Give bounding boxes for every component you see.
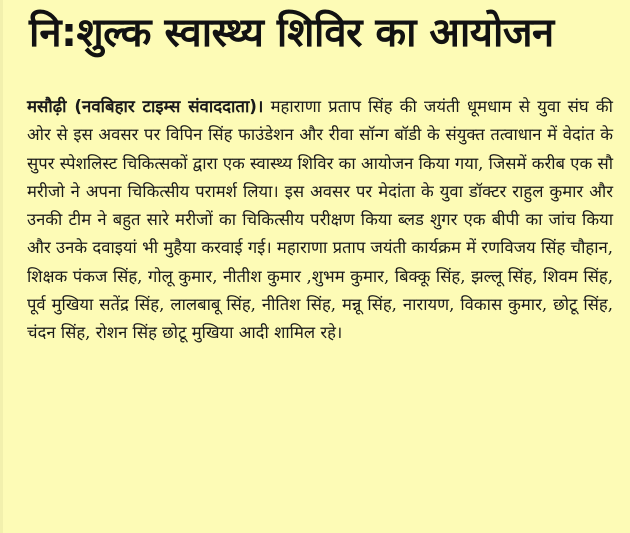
headline: नि:शुल्क स्वास्थ्य शिविर का आयोजन [29, 10, 554, 56]
dateline: मसौढ़ी (नवबिहार टाइम्स संवाददाता)। [27, 96, 264, 116]
article-text: महाराणा प्रताप सिंह की जयंती धूमधाम से युवा संघ की ओर से इस अवसर पर विपिन सिंह फाउंडेशन और रीवा सॉन्ग बॉडी के संयुक्त तत्वाधान में वेदांत के सुपर स्पेशलिस्ट चिकित्सकों द्वारा एक स्वास्थ्य शिविर का आयोजन किया गया, जिसमें करीब एक सौ मरीजो ने अपना चिकित्सीय परामर्श लिया। इस अवसर पर मेदांता के युवा डॉक्टर राहुल कुमार और उनकी टीम ने बहुत सारे मरीजों का चिकित्सीय परीक्षण किया ब्लड शुगर एक बीपी का जांच किया और उनके दवाइयां भी मुहैया करवाई गई। महाराणा प्रताप जयंती कार्यक्रम में रणविजय सिंह चौहान, शिक्षक पंकज सिंह, गोलू कुमार, नीतीश कुमार ,शुभम कुमार, बिक्कू सिंह, झल्लू सिंह, शिवम सिंह, पूर्व मुखिया सतेंद्र सिंह, लालबाबू सिंह, नीतिश सिंह, मन्नू सिंह, नारायण, विकास कुमार, छोटू सिंह, चंदन सिंह, रोशन सिंह छोटू मुखिया आदी शामिल रहे। [27, 97, 613, 343]
article-body [27, 92, 613, 348]
